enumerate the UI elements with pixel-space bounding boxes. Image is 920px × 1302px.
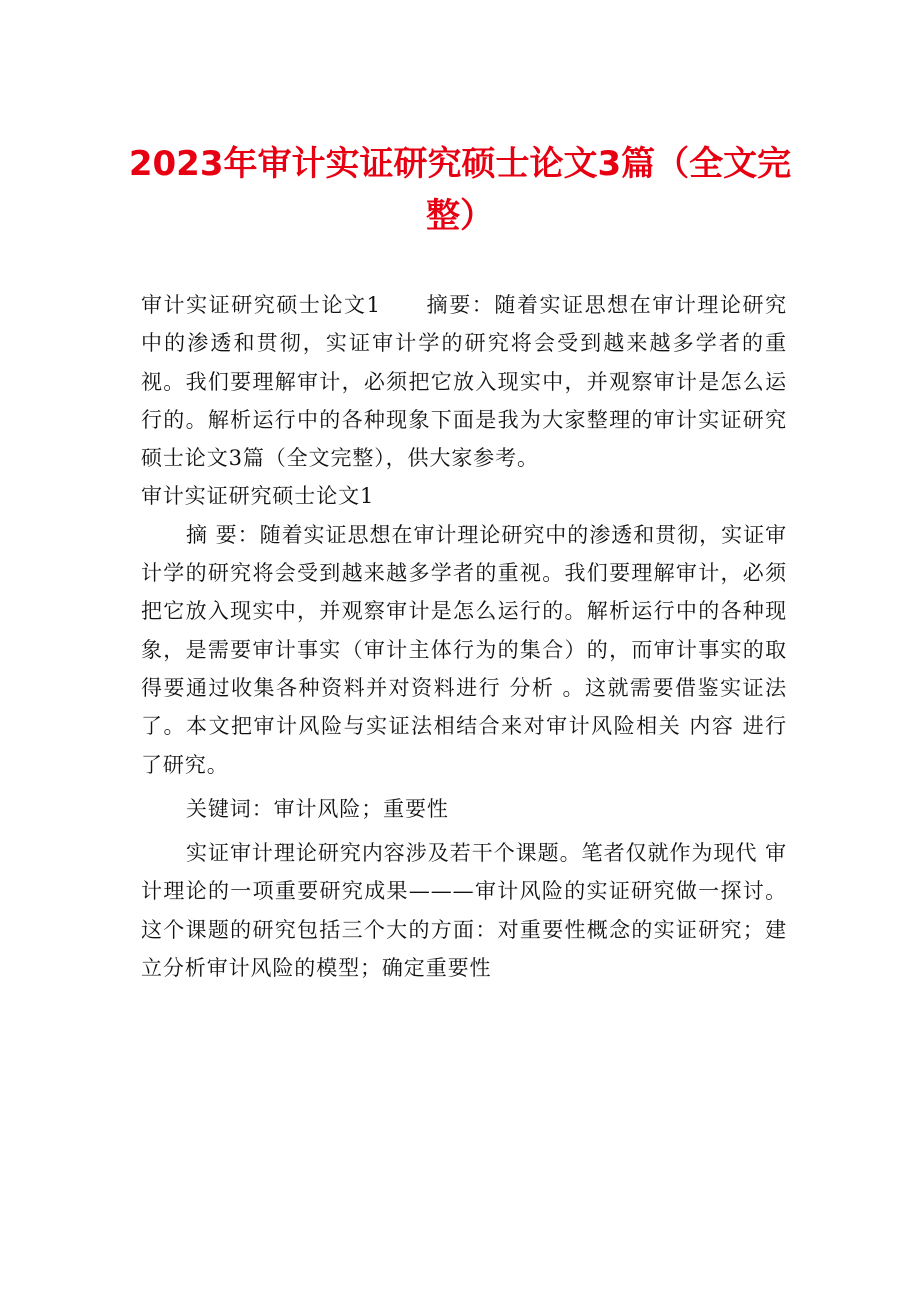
- keywords-paragraph: 关键词：审计风险；重要性: [186, 796, 449, 821]
- content-paragraph: 实证审计理论研究内容涉及若干个课题。笔者仅就作为现代 审计理论的一项重要研究成果———审计风险的实证研究做一探讨。这个课题的研究包括三个大的方面：对重要性概念的实证研究；建立分析审计风险的模型；确定重要性: [141, 841, 787, 981]
- document-body: [141, 286, 787, 987]
- section-heading: 审计实证研究硕士论文1: [141, 484, 375, 509]
- intro-paragraph: 审计实证研究硕士论文1 摘要：随着实证思想在审计理论研究中的渗透和贯彻，实证审计学的研究将会受到越来越多学者的重视。我们要理解审计，必须把它放入现实中，并观察审计是怎么运行的。解析运行中的各种现象下面是我为大家整理的审计实证研究硕士论文3篇（全文完整），供大家参考。: [141, 293, 787, 471]
- abstract-paragraph: 摘 要：随着实证思想在审计理论研究中的渗透和贯彻，实证审计学的研究将会受到越来越多学者的重视。我们要理解审计，必须把它放入现实中，并观察审计是怎么运行的。解析运行中的各种现象，是需要审计事实（审计主体行为的集合）的，而审计事实的取得要通过收集各种资料并对资料进行 分析 。这就需要借鉴实证法了。本文把审计风险与实证法相结合来对审计风险相关 内容 进行了研究。: [141, 522, 787, 777]
- document-title: 2023年审计实证研究硕士论文3篇（全文完整）: [128, 144, 792, 236]
